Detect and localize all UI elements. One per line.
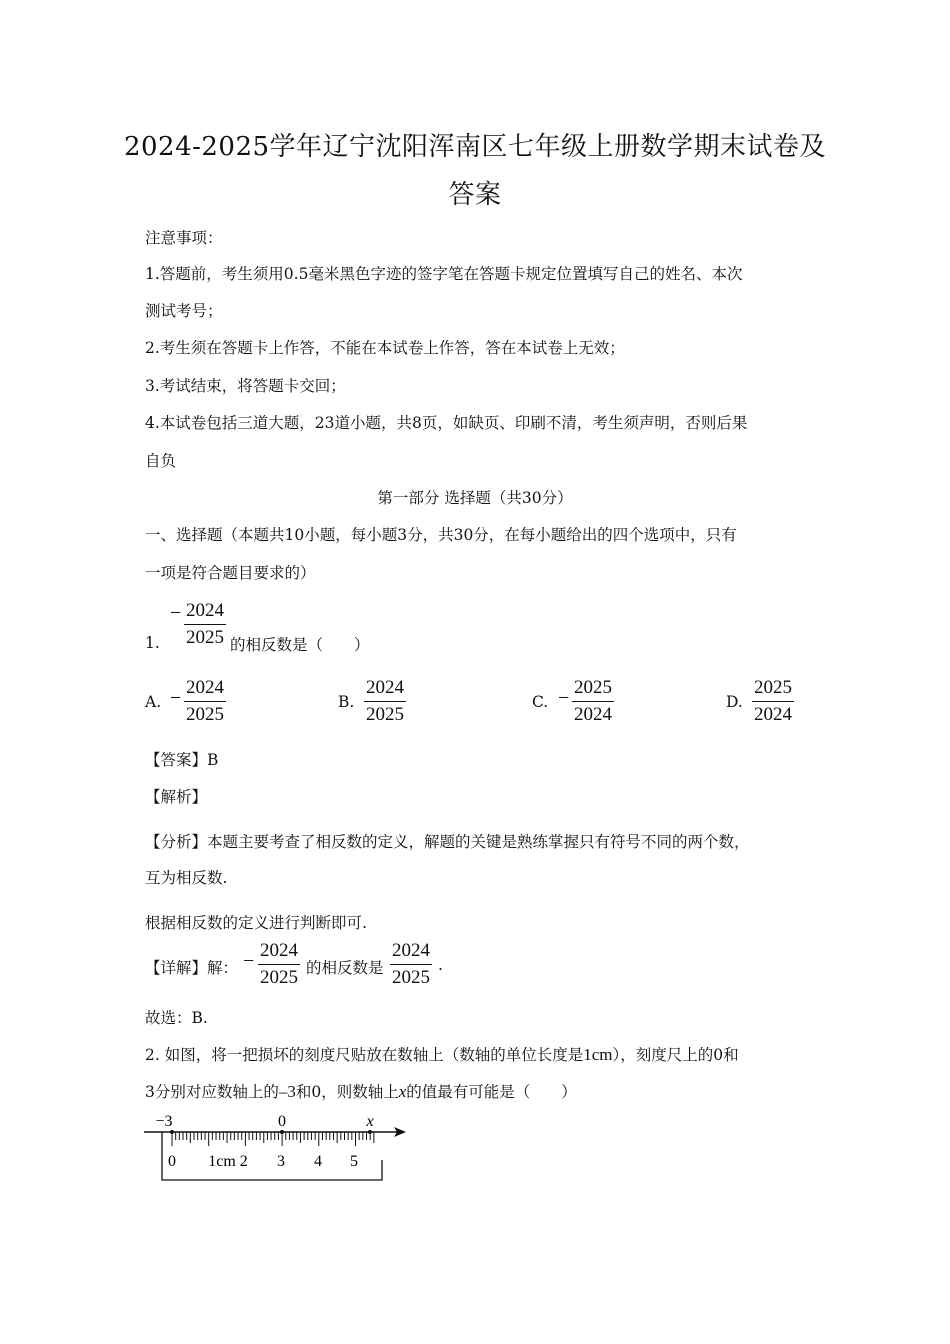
- q1-frac-num: 2024: [184, 600, 226, 625]
- point-x: [368, 1130, 372, 1134]
- section-instructions-b: 一项是符合题目要求的）: [145, 564, 316, 582]
- point-0: [280, 1130, 284, 1134]
- notice-item-2: 2.考生须在答题卡上作答，不能在本试卷上作答，答在本试卷上无效；: [145, 339, 625, 357]
- q1-stem: 的相反数是（ ）: [230, 636, 370, 654]
- q1-option-d-label: D.: [726, 693, 743, 711]
- q1-analysis-b: 互为相反数.: [145, 869, 228, 887]
- q1-analysis-tag: 【解析】: [145, 788, 208, 806]
- q1-option-d-fraction: [752, 677, 794, 726]
- q1-number: 1.: [145, 634, 160, 652]
- q1-option-c-sign: −: [558, 687, 570, 709]
- section-instructions-a: 一、选择题（本题共10小题，每小题3分，共30分，在每小题给出的四个选项中，只有: [145, 526, 737, 544]
- point-minus-3: [170, 1130, 174, 1134]
- q1-detail-num2: 2024: [390, 940, 432, 965]
- q2-line-b: [145, 1080, 577, 1102]
- ruler-ticks: [172, 1132, 374, 1146]
- notice-item-4b: 自负: [145, 452, 177, 470]
- q1-option-c-label: C.: [532, 693, 549, 711]
- q1-option-a-sign: −: [170, 687, 182, 709]
- axis-label-0: 0: [278, 1113, 286, 1130]
- q1-analysis-a: 【分析】本题主要考查了相反数的定义，解题的关键是熟练掌握只有符号不同的两个数，: [145, 833, 750, 851]
- q1-option-d-num: 2025: [752, 677, 794, 702]
- q1-option-b-num: 2024: [364, 677, 406, 702]
- q1-detail-minus: −: [243, 950, 255, 972]
- q1-option-b-label: B.: [338, 693, 355, 711]
- q1-minus: −: [170, 602, 182, 624]
- ruler-number-line-figure: [140, 1105, 420, 1185]
- notice-item-1b: 测试考号；: [145, 302, 223, 320]
- ruler-label-0: 0: [168, 1153, 176, 1170]
- ruler-label-5: 5: [350, 1153, 358, 1170]
- q1-detail-prefix: 【详解】解：: [145, 959, 239, 977]
- q1-fraction: [184, 600, 226, 649]
- q1-option-a-label: A.: [145, 693, 162, 711]
- notice-item-4a: 4.本试卷包括三道大题，23道小题，共8页，如缺页、印刷不清，考生须声明，否则后果: [145, 414, 748, 432]
- notice-item-3: 3.考试结束，将答题卡交回；: [145, 377, 346, 395]
- q1-option-a-fraction: [184, 677, 226, 726]
- q1-answer: 【答案】B: [145, 751, 219, 769]
- q1-option-c-num: 2025: [572, 677, 614, 702]
- part1-heading: 第一部分 选择题（共30分）: [377, 489, 573, 507]
- q1-detail-end: .: [438, 956, 443, 974]
- notice-heading: 注意事项：: [145, 229, 223, 247]
- q2-unit: 1cm: [583, 1045, 613, 1064]
- q1-option-c-fraction: [572, 677, 614, 726]
- q2-line-a-post: ），刻度尺上的0和: [612, 1046, 739, 1064]
- q2-line-b-post: 的值最有可能是（ ）: [406, 1083, 577, 1101]
- ruler-label-1cm-2: 1cm 2: [208, 1153, 248, 1170]
- ruler-outline: [162, 1132, 382, 1180]
- q2-line-a-pre: 2. 如图，将一把损坏的刻度尺贴放在数轴上（数轴的单位长度是: [145, 1046, 584, 1064]
- q1-option-c-den: 2024: [574, 704, 612, 725]
- axis-label-x: x: [366, 1113, 374, 1130]
- q1-detail-fraction-2: [390, 940, 432, 989]
- q1-option-a-den: 2025: [186, 704, 224, 725]
- ruler-label-4: 4: [314, 1153, 322, 1170]
- q1-detail-mid: 的相反数是: [306, 959, 384, 977]
- doc-title-line1: 2024-2025学年辽宁沈阳浑南区七年级上册数学期末试卷及: [123, 132, 827, 162]
- q2-line-b-mid: 和0，则数轴上: [295, 1083, 399, 1101]
- q2-line-b-val: –3: [278, 1082, 296, 1101]
- ruler-label-3: 3: [277, 1153, 285, 1170]
- q1-detail-den2: 2025: [392, 967, 430, 988]
- doc-title-line2: 答案: [448, 180, 502, 210]
- q1-option-b-den: 2025: [366, 704, 404, 725]
- notice-item-1a: 1.答题前，考生须用0.5毫米黑色字迹的签字笔在答题卡规定位置填写自己的姓名、本次: [145, 265, 743, 283]
- q1-detail-fraction-1: [258, 940, 300, 989]
- q1-frac-den: 2025: [186, 627, 224, 648]
- q2-line-b-var: x: [398, 1082, 407, 1101]
- q1-analysis-c: 根据相反数的定义进行判断即可.: [145, 914, 367, 932]
- q1-option-a-num: 2024: [184, 677, 226, 702]
- q1-option-b-fraction: [364, 677, 406, 726]
- q1-detail-num1: 2024: [258, 940, 300, 965]
- q2-line-a: [145, 1043, 739, 1065]
- q1-choose: 故选：B.: [145, 1009, 208, 1027]
- q1-detail-den1: 2025: [260, 967, 298, 988]
- q2-line-b-pre: 3分别对应数轴上的: [145, 1083, 279, 1101]
- q1-option-d-den: 2024: [754, 704, 792, 725]
- axis-label-minus-3: −3: [155, 1113, 173, 1130]
